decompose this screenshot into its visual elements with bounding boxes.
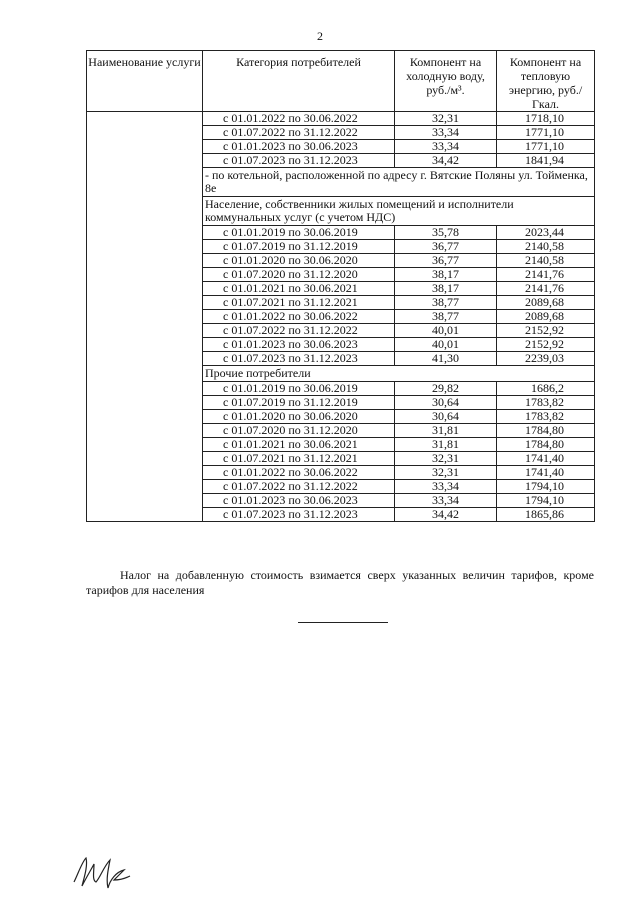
period-cell: с 01.01.2023 по 30.06.2023 <box>203 140 395 154</box>
thermal-value: 1794,10 <box>497 480 595 494</box>
period-cell: с 01.07.2021 по 31.12.2021 <box>203 296 395 310</box>
cold-water-value: 36,77 <box>395 240 497 254</box>
thermal-value: 1771,10 <box>497 126 595 140</box>
period-cell: с 01.01.2022 по 30.06.2022 <box>203 112 395 126</box>
cold-water-value: 32,31 <box>395 452 497 466</box>
period-cell: с 01.07.2021 по 31.12.2021 <box>203 452 395 466</box>
header-category: Категория потребителей <box>203 51 395 112</box>
period-cell: с 01.01.2023 по 30.06.2023 <box>203 338 395 352</box>
table-row <box>87 112 595 126</box>
header-cold-water: Компонент на холодную воду, руб./м³. <box>395 51 497 112</box>
header-service: Наименование услуги <box>87 51 203 112</box>
period-cell: с 01.01.2023 по 30.06.2023 <box>203 494 395 508</box>
thermal-value: 1783,82 <box>497 410 595 424</box>
thermal-value: 1784,80 <box>497 424 595 438</box>
thermal-value: 1741,40 <box>497 466 595 480</box>
thermal-value: 2141,76 <box>497 282 595 296</box>
thermal-value: 1865,86 <box>497 508 595 522</box>
vat-note: Налог на добавленную стоимость взимается сверх указанных величин тарифов, кроме тарифов для населения <box>86 568 594 597</box>
cold-water-value: 32,31 <box>395 466 497 480</box>
period-cell: с 01.07.2020 по 31.12.2020 <box>203 268 395 282</box>
cold-water-value: 35,78 <box>395 226 497 240</box>
thermal-value: 2140,58 <box>497 254 595 268</box>
thermal-value: 2152,92 <box>497 338 595 352</box>
cold-water-value: 33,34 <box>395 126 497 140</box>
thermal-value: 2023,44 <box>497 226 595 240</box>
cold-water-value: 41,30 <box>395 352 497 366</box>
period-cell: с 01.07.2023 по 31.12.2023 <box>203 154 395 168</box>
cold-water-value: 34,42 <box>395 508 497 522</box>
tariff-table <box>86 50 595 522</box>
table-header-row <box>87 51 595 112</box>
population-category-label: Население, собственники жилых помещений и исполнители коммунальных услуг (с учетом НДС) <box>203 197 595 226</box>
cold-water-value: 32,31 <box>395 112 497 126</box>
thermal-value: 1741,40 <box>497 452 595 466</box>
thermal-value: 1771,10 <box>497 140 595 154</box>
thermal-value: 2140,58 <box>497 240 595 254</box>
thermal-value: 2141,76 <box>497 268 595 282</box>
thermal-value: 1686,2 <box>497 382 595 396</box>
cold-water-value: 30,64 <box>395 396 497 410</box>
cold-water-value: 40,01 <box>395 324 497 338</box>
cold-water-value: 33,34 <box>395 494 497 508</box>
period-cell: с 01.07.2019 по 31.12.2019 <box>203 396 395 410</box>
thermal-value: 1718,10 <box>497 112 595 126</box>
period-cell: с 01.01.2020 по 30.06.2020 <box>203 410 395 424</box>
period-cell: с 01.01.2021 по 30.06.2021 <box>203 282 395 296</box>
cold-water-value: 38,77 <box>395 296 497 310</box>
cold-water-value: 30,64 <box>395 410 497 424</box>
signature-image <box>70 852 132 892</box>
header-thermal-energy: Компонент на тепловую энергию, руб./Гкал. <box>497 51 595 112</box>
period-cell: с 01.07.2023 по 31.12.2023 <box>203 352 395 366</box>
cold-water-value: 34,42 <box>395 154 497 168</box>
period-cell: с 01.01.2021 по 30.06.2021 <box>203 438 395 452</box>
thermal-value: 1784,80 <box>497 438 595 452</box>
thermal-value: 1783,82 <box>497 396 595 410</box>
cold-water-value: 31,81 <box>395 424 497 438</box>
page-number: 2 <box>317 29 323 43</box>
period-cell: с 01.01.2019 по 30.06.2019 <box>203 382 395 396</box>
thermal-value: 2089,68 <box>497 296 595 310</box>
period-cell: с 01.07.2019 по 31.12.2019 <box>203 240 395 254</box>
thermal-value: 1841,94 <box>497 154 595 168</box>
service-name-cell <box>87 112 203 522</box>
cold-water-value: 36,77 <box>395 254 497 268</box>
period-cell: с 01.01.2022 по 30.06.2022 <box>203 466 395 480</box>
period-cell: с 01.01.2022 по 30.06.2022 <box>203 310 395 324</box>
cold-water-value: 38,17 <box>395 268 497 282</box>
period-cell: с 01.07.2023 по 31.12.2023 <box>203 508 395 522</box>
thermal-value: 2239,03 <box>497 352 595 366</box>
cold-water-value: 33,34 <box>395 140 497 154</box>
boiler-address-label: - по котельной, расположенной по адресу г. Вятские Поляны ул. Тойменка, 8е <box>203 168 595 197</box>
period-cell: с 01.07.2022 по 31.12.2022 <box>203 324 395 338</box>
cold-water-value: 38,17 <box>395 282 497 296</box>
thermal-value: 2089,68 <box>497 310 595 324</box>
period-cell: с 01.01.2020 по 30.06.2020 <box>203 254 395 268</box>
cold-water-value: 38,77 <box>395 310 497 324</box>
period-cell: с 01.07.2022 по 31.12.2022 <box>203 126 395 140</box>
thermal-value: 2152,92 <box>497 324 595 338</box>
cold-water-value: 31,81 <box>395 438 497 452</box>
cold-water-value: 40,01 <box>395 338 497 352</box>
period-cell: с 01.07.2022 по 31.12.2022 <box>203 480 395 494</box>
thermal-value: 1794,10 <box>497 494 595 508</box>
cold-water-value: 29,82 <box>395 382 497 396</box>
cold-water-value: 33,34 <box>395 480 497 494</box>
period-cell: с 01.01.2019 по 30.06.2019 <box>203 226 395 240</box>
other-consumers-label: Прочие потребители <box>203 366 595 382</box>
period-cell: с 01.07.2020 по 31.12.2020 <box>203 424 395 438</box>
closing-rule <box>298 622 388 623</box>
